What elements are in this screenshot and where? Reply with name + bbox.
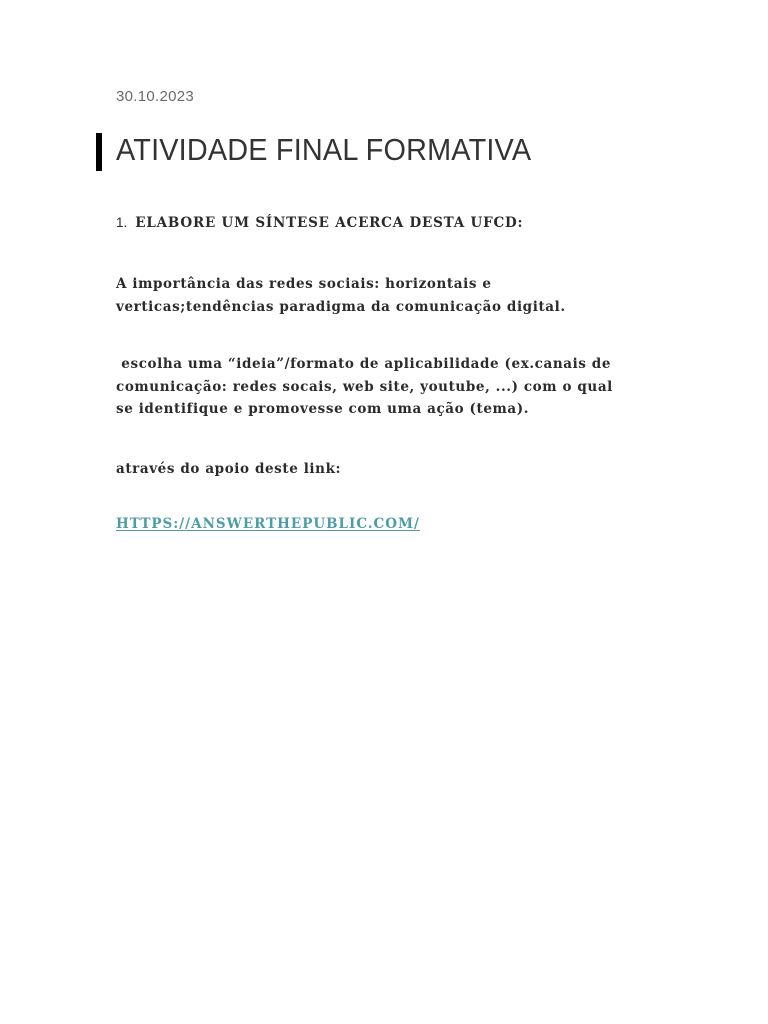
- answerthepublic-link[interactable]: HTTPS://ANSWERTHEPUBLIC.COM/: [116, 516, 420, 532]
- title-accent-bar: [96, 133, 102, 171]
- paragraph-line: verticas;tendências paradigma da comunicação digital.: [116, 298, 566, 315]
- paragraph-line: escolha uma “ideia”/formato de aplicabilidade (ex.canais de: [116, 356, 612, 372]
- paragraph-topic: [116, 273, 656, 318]
- paragraph-line: se identifique e promovesse com uma ação (tema).: [116, 401, 530, 417]
- list-item-text: ELABORE UM SÍNTESE ACERCA DESTA UFCD:: [135, 215, 524, 231]
- paragraph-line: comunicação: redes socais, web site, youtube, ...) com o qual: [116, 378, 613, 395]
- paragraph-instructions: [116, 353, 656, 421]
- paragraph-link-intro: [116, 458, 656, 481]
- list-item: [116, 215, 523, 231]
- document-date: 30.10.2023: [116, 88, 195, 105]
- page-title: ATIVIDADE FINAL FORMATIVA: [116, 132, 532, 167]
- list-item-number: 1.: [116, 215, 128, 230]
- paragraph-line: através do apoio deste link:: [116, 461, 342, 477]
- paragraph-line: A importância das redes sociais: horizontais e: [116, 276, 492, 292]
